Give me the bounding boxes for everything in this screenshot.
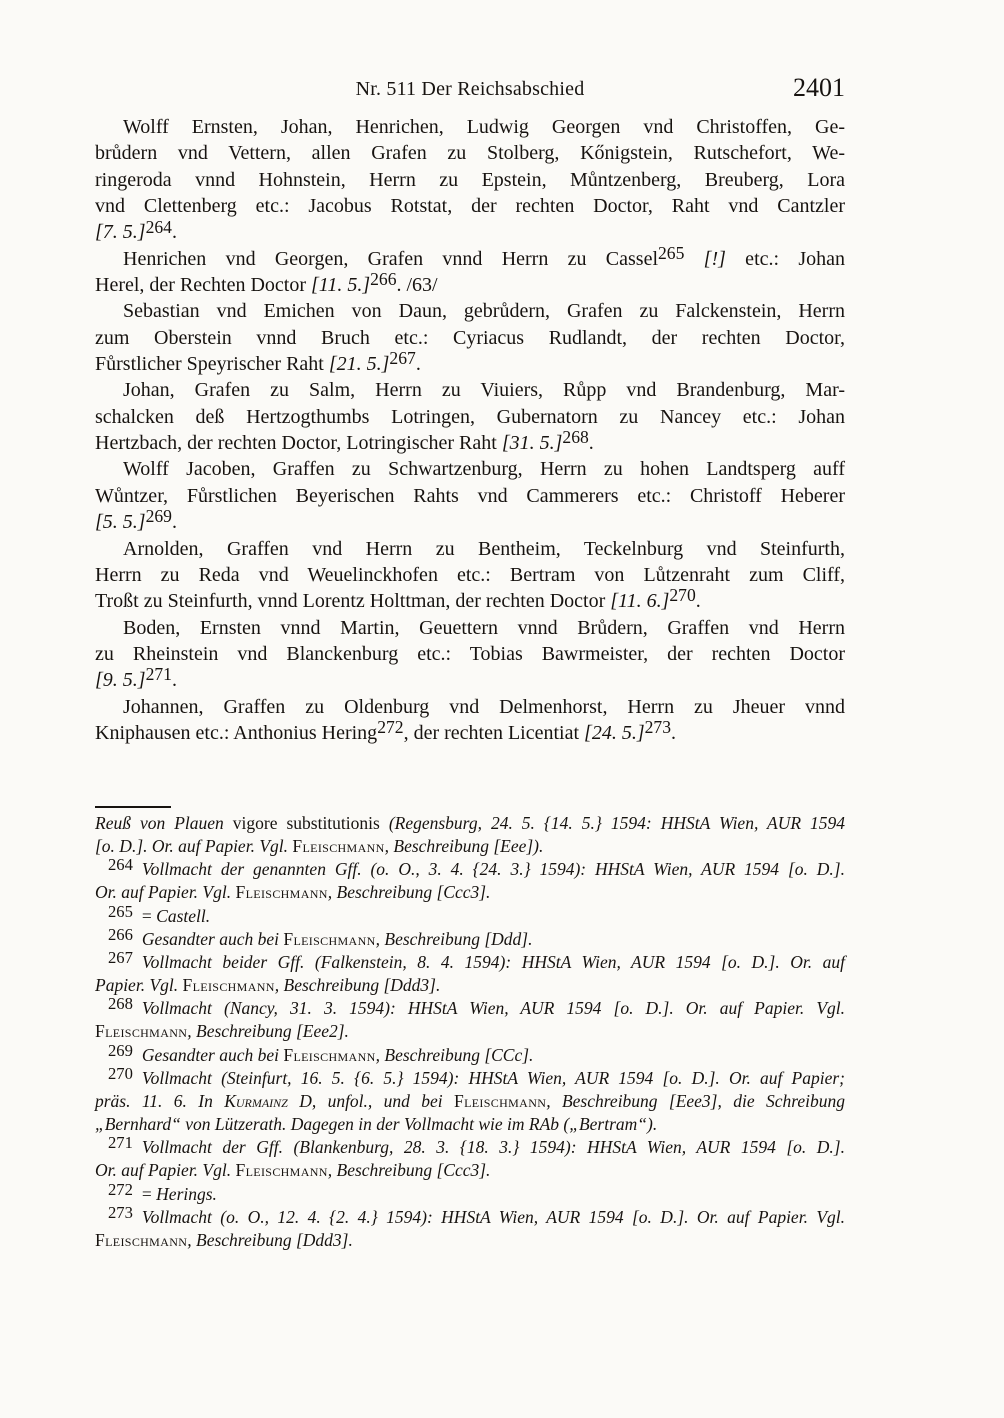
text-segment: , Beschreibung [Ddd3]. xyxy=(274,975,441,996)
text-segment: zum Oberstein vnnd Bruch etc.: Cyriacus Rudlandt, der rechten Doctor, xyxy=(95,326,845,349)
text-segment: vigore substitutionis xyxy=(223,813,389,833)
text-segment: (Regensburg, 24. 5. {14. 5.} 1594: HHStA Wien, AUR 1594 xyxy=(388,813,846,833)
text-segment: Or. auf Papier. Vgl. xyxy=(95,882,236,903)
text-line xyxy=(95,456,845,482)
text-segment: [21. 5.] xyxy=(328,353,390,376)
text-segment: , Beschreibung [Eee]). xyxy=(384,836,544,857)
text-line xyxy=(95,193,845,219)
text-segment: Wolff Ernsten, Johan, Henrichen, Ludwig Georgen vnd Christoffen, Ge- xyxy=(123,116,845,138)
text-line xyxy=(95,994,845,1020)
text-line xyxy=(95,1020,845,1043)
footnote-number: 264 xyxy=(108,855,133,875)
footnote-number: 273 xyxy=(108,1202,133,1222)
text-segment: , Beschreibung [CCc]. xyxy=(375,1044,534,1065)
footnote xyxy=(95,901,845,928)
text-segment: Kurmainz D xyxy=(224,1090,312,1111)
footnote xyxy=(95,924,845,951)
footnote-number: 271 xyxy=(108,1133,133,1153)
footnote-number: 265 xyxy=(108,901,133,921)
text-segment: , Beschreibung [Eee2]. xyxy=(187,1021,349,1042)
text-segment: Gesandter auch bei xyxy=(141,928,284,949)
text-line xyxy=(95,377,845,403)
footnote-ref: 273 xyxy=(644,717,672,738)
paragraph xyxy=(95,377,845,456)
text-line xyxy=(95,881,845,904)
text-line xyxy=(95,1229,845,1252)
text-segment: Reuß von Plauen xyxy=(95,813,224,833)
text-line xyxy=(95,325,845,351)
text-segment: [5. 5.] xyxy=(95,511,146,534)
text-segment: , Beschreibung [Ccc3]. xyxy=(327,1160,491,1181)
text-segment: Boden, Ernsten vnnd Martin, Geuettern vnnd Brůdern, Graffen vnd Herrn xyxy=(123,616,845,639)
text-segment: schalcken deß Hertzogthumbs Lotringen, Gubernatorn zu Nancey etc.: Johan xyxy=(95,405,845,428)
footnote-ref: 267 xyxy=(389,348,416,369)
footnote-ref: 271 xyxy=(145,664,172,685)
running-title: Nr. 511 Der Reichsabschied xyxy=(355,78,585,100)
text-line xyxy=(95,1179,845,1206)
text-segment: . xyxy=(171,511,177,534)
text-line xyxy=(95,506,845,535)
text-segment: [24. 5.] xyxy=(584,721,645,744)
footnote xyxy=(95,812,845,858)
text-segment: Johan, Grafen zu Salm, Herrn zu Viuiers, Růpp vnd Brandenburg, Mar- xyxy=(123,379,845,402)
text-segment: [!] xyxy=(703,247,726,270)
footnote-ref: 272 xyxy=(377,717,404,738)
text-segment: Fleischmann xyxy=(182,975,275,996)
footnote xyxy=(95,855,845,904)
text-segment: Johannen, Graffen zu Oldenburg vnd Delmenhorst, Herrn zu Jheuer vnnd xyxy=(123,695,845,718)
text-segment: Vollmacht der Gff. (Blankenburg, 28. 3. {18. 3.} 1594): HHStA Wien, AUR 1594 [o. D.]. xyxy=(141,1137,845,1158)
text-segment: Wolff Jacoben, Graffen zu Schwartzenburg, Herrn zu hohen Landtsperg auff xyxy=(123,458,845,481)
text-segment: , unfol., und bei xyxy=(311,1090,454,1111)
text-segment: Vollmacht (Steinfurt, 16. 5. {6. 5.} 1594): HHStA Wien, AUR 1594 [o. D.]. Or. auf Papier; xyxy=(141,1067,845,1088)
text-segment: . xyxy=(588,432,594,455)
footnote xyxy=(95,1063,846,1136)
text-segment: Fleischmann xyxy=(283,928,376,949)
text-line xyxy=(95,298,845,324)
footnote-number: 267 xyxy=(108,947,133,967)
text-line xyxy=(95,1133,845,1159)
text-segment: , Beschreibung [Ddd3]. xyxy=(187,1229,353,1250)
text-segment: . xyxy=(695,590,701,613)
text-line xyxy=(95,269,845,298)
text-segment: , Beschreibung [Eee3], die Schreibung xyxy=(546,1090,846,1111)
text-segment: ringeroda vnnd Hohnstein, Herrn zu Epstein, Můntzenberg, Breuberg, Lora xyxy=(95,168,845,191)
paragraph xyxy=(95,615,845,694)
text-segment: Hertzbach, der rechten Doctor, Lotringischer Raht xyxy=(95,432,502,455)
text-line xyxy=(95,140,845,166)
text-segment: , Beschreibung [Ddd]. xyxy=(375,928,533,949)
footnote xyxy=(95,947,845,997)
footnote-ref: 265 xyxy=(658,242,685,263)
text-line xyxy=(95,694,845,720)
body-text xyxy=(95,114,845,746)
text-segment: Fleischmann xyxy=(453,1090,547,1111)
footnotes xyxy=(95,812,845,1252)
footnote-ref: 270 xyxy=(669,585,696,606)
text-line xyxy=(95,562,845,588)
text-line xyxy=(95,1040,845,1067)
text-segment: [9. 5.] xyxy=(95,669,146,692)
text-line xyxy=(95,1063,845,1090)
text-segment: Papier. Vgl. xyxy=(95,975,183,996)
text-segment: Fleischmann xyxy=(235,1160,328,1181)
text-segment: brůdern vnd Vettern, allen Grafen zu Stolberg, Kőnigstein, Rutschefort, We- xyxy=(95,142,845,165)
text-line xyxy=(95,1113,845,1136)
text-segment: Fleischmann xyxy=(95,1021,188,1042)
text-line xyxy=(95,427,845,456)
footnote xyxy=(95,1133,845,1182)
text-segment: etc.: Johan xyxy=(725,247,845,270)
text-segment xyxy=(684,248,703,270)
footnote-number: 270 xyxy=(108,1063,133,1083)
footnote-ref: 264 xyxy=(145,216,172,237)
paragraph xyxy=(95,694,845,747)
footnote xyxy=(95,1040,845,1067)
footnote-ref: 268 xyxy=(562,427,589,448)
text-line xyxy=(95,585,845,614)
text-line xyxy=(95,1090,845,1113)
text-line xyxy=(95,536,845,562)
page-header xyxy=(95,74,845,104)
text-segment: Henrichen vnd Georgen, Grafen vnnd Herrn zu Cassel xyxy=(123,247,658,270)
text-segment: Fleischmann xyxy=(292,836,385,857)
paragraph xyxy=(95,242,845,299)
footnote-ref: 269 xyxy=(145,506,172,527)
paragraph xyxy=(95,298,845,377)
text-segment: Castell. xyxy=(156,905,211,926)
text-segment: Vollmacht der genannten Gff. (o. O., 3. 4. {24. 3.} 1594): HHStA Wien, AUR 1594 [o. D.]. xyxy=(141,859,845,880)
text-line xyxy=(95,114,845,140)
text-segment: Gesandter auch bei xyxy=(141,1044,284,1065)
footnote-number: 268 xyxy=(108,994,133,1014)
text-segment: . xyxy=(671,721,677,744)
text-segment: Or. auf Papier. Vgl. xyxy=(95,1160,236,1181)
text-segment: Vollmacht (o. O., 12. 4. {2. 4.} 1594): HHStA Wien, AUR 1594 [o. D.]. Or. auf Papier. Vgl. xyxy=(141,1206,845,1227)
text-segment: [7. 5.] xyxy=(95,221,146,244)
footnote xyxy=(95,1202,845,1252)
text-line xyxy=(95,924,845,951)
text-segment: [o. D.]. Or. auf Papier. Vgl. xyxy=(95,836,293,857)
text-segment: = xyxy=(141,905,157,926)
text-segment: vnd Clettenberg etc.: Jacobus Rotstat, der rechten Doctor, Raht vnd Cantzler xyxy=(95,195,845,218)
paragraph xyxy=(95,114,845,246)
text-segment: zu Rheinstein vnd Blanckenburg etc.: Tobias Bawrmeister, der rechten Doctor xyxy=(95,642,845,665)
footnote-ref: 266 xyxy=(370,269,397,290)
footnote-separator xyxy=(95,806,171,808)
text-line xyxy=(95,717,845,746)
text-segment: Arnolden, Graffen vnd Herrn zu Bentheim, Teckelnburg vnd Steinfurth, xyxy=(123,537,845,560)
text-segment: präs. 11. 6. In xyxy=(95,1090,225,1111)
text-line xyxy=(95,901,845,928)
page-number: 2401 xyxy=(793,73,845,102)
text-segment: Wůntzer, Fůrstlichen Beyerischen Rahts vnd Cammerers etc.: Christoff Heberer xyxy=(95,484,845,507)
text-line xyxy=(95,974,845,997)
text-line xyxy=(95,404,845,430)
text-line xyxy=(95,1159,845,1182)
text-line xyxy=(95,947,845,974)
text-segment: . xyxy=(171,669,177,692)
text-segment: , der rechten Licentiat xyxy=(403,721,585,744)
text-segment: Herel, der Rechten Doctor xyxy=(95,274,312,297)
text-segment: Herrn zu Reda vnd Weuelinckhofen etc.: Bertram von Lůtzenraht zum Cliff, xyxy=(95,563,845,586)
footnote xyxy=(95,994,845,1043)
text-segment: . xyxy=(171,221,177,244)
text-segment: [11. 5.] xyxy=(311,274,371,297)
text-line xyxy=(95,242,845,272)
text-segment: Herings. xyxy=(156,1183,217,1204)
text-line xyxy=(95,216,845,245)
paragraph xyxy=(95,456,845,535)
text-segment: Troßt zu Steinfurth, vnnd Lorentz Holttman, der rechten Doctor xyxy=(95,590,611,613)
text-segment: . /63/ xyxy=(396,274,438,297)
text-line xyxy=(95,641,845,667)
text-line xyxy=(95,835,845,858)
text-line xyxy=(95,483,845,509)
footnote-number: 272 xyxy=(108,1179,133,1199)
text-line xyxy=(95,348,845,377)
text-line xyxy=(95,812,845,835)
text-segment: Fleischmann xyxy=(95,1229,188,1250)
footnote xyxy=(95,1179,845,1206)
footnote-number: 266 xyxy=(108,924,133,944)
footnote-number: 269 xyxy=(108,1040,133,1060)
text-line xyxy=(95,1202,845,1229)
text-segment: Fleischmann xyxy=(235,882,328,903)
text-line xyxy=(95,167,845,193)
text-segment: Sebastian vnd Emichen von Daun, gebrůdern, Grafen zu Falckenstein, Herrn xyxy=(123,300,845,323)
text-segment: = xyxy=(141,1183,157,1204)
text-line xyxy=(95,615,845,641)
text-segment: . xyxy=(415,353,421,376)
text-segment: Kniphausen etc.: Anthonius Hering xyxy=(95,721,378,744)
text-segment: Fleischmann xyxy=(283,1044,376,1065)
text-segment: „Bernhard“ von Lützerath. Dagegen in der Vollmacht wie im RAb („Bertram“). xyxy=(95,1114,658,1135)
text-segment: Fůrstlicher Speyrischer Raht xyxy=(95,353,329,376)
text-segment: [11. 6.] xyxy=(610,590,670,613)
text-segment: Vollmacht beider Gff. (Falkenstein, 8. 4. 1594): HHStA Wien, AUR 1594 [o. D.]. Or. auf xyxy=(141,951,845,972)
text-segment: Vollmacht (Nancy, 31. 3. 1594): HHStA Wien, AUR 1594 [o. D.]. Or. auf Papier. Vgl. xyxy=(141,998,845,1019)
paragraph xyxy=(95,536,845,615)
text-line xyxy=(95,664,845,693)
text-segment: , Beschreibung [Ccc3]. xyxy=(327,882,491,903)
text-segment: [31. 5.] xyxy=(501,432,563,455)
text-line xyxy=(95,855,845,881)
